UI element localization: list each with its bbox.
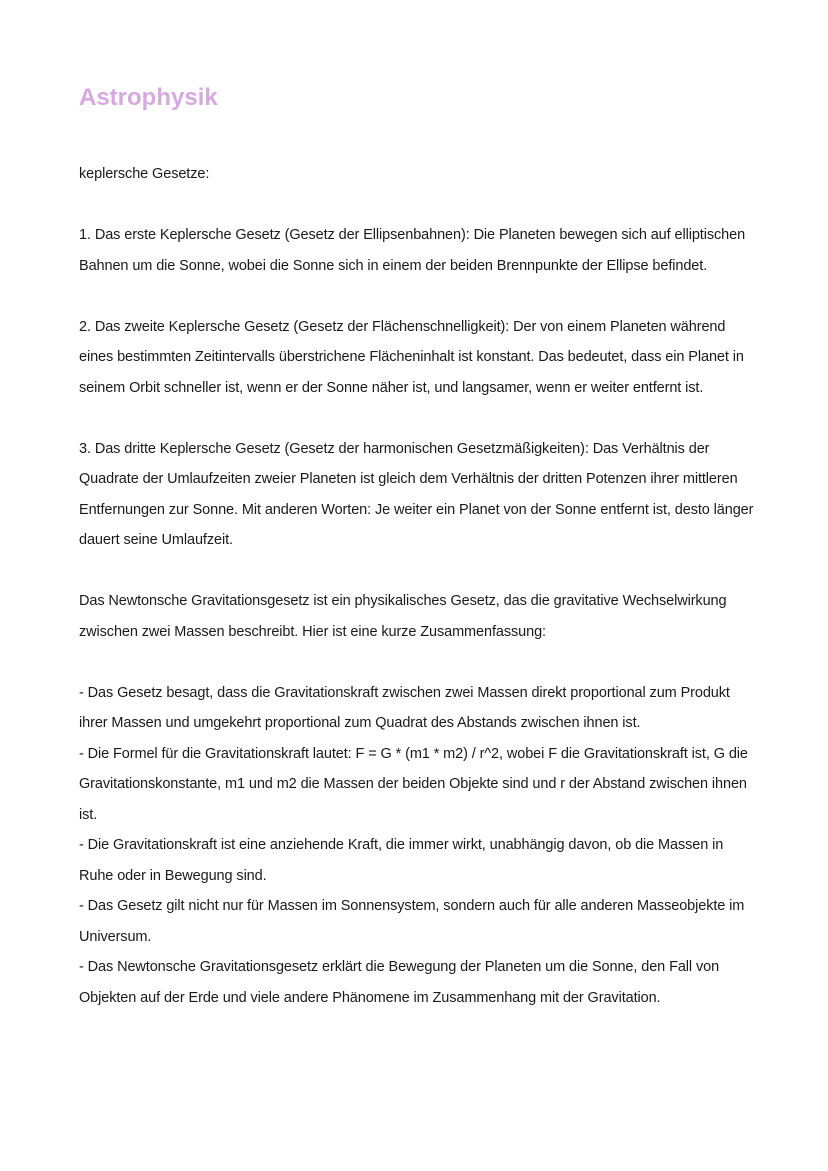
intro-paragraph: keplersche Gesetze: <box>79 166 210 182</box>
newton-bullet-3: - Die Gravitationskraft ist eine anziehende Kraft, die immer wirkt, unabhängig davon, ob die Massen in Ruhe oder in Bewegung sind. <box>79 837 724 884</box>
newton-bullet-4: - Das Gesetz gilt nicht nur für Massen im Sonnensystem, sondern auch für alle anderen Masseobjekte im Universum. <box>79 898 745 945</box>
paragraph-gap <box>79 403 759 434</box>
kepler-law-1: 1. Das erste Keplersche Gesetz (Gesetz der Ellipsenbahnen): Die Planeten bewegen sich auf elliptischen Bahnen um die Sonne, wobei die Sonne sich in einem der beiden Brennpunkte der Ellipse befindet. <box>79 227 746 274</box>
newton-bullet-1: - Das Gesetz besagt, dass die Gravitationskraft zwischen zwei Massen direkt proportional zum Produkt ihrer Massen und umgekehrt proportional zum Quadrat des Abstands zwischen ihnen ist. <box>79 684 730 731</box>
kepler-law-3: 3. Das dritte Keplersche Gesetz (Gesetz der harmonischen Gesetzmäßigkeiten): Das Verhältnis der Quadrate der Umlaufzeiten zweier Planeten ist gleich dem Verhältnis der dritten Potenzen ihrer mittleren Entfernungen zur Sonne. Mit anderen Worten: Je weiter ein Planet von der Sonne entfernt ist, desto länger dauert seine Umlaufzeit. <box>79 440 754 548</box>
document-title: Astrophysik <box>79 84 218 111</box>
paragraph-gap <box>79 281 759 312</box>
kepler-law-2: 2. Das zweite Keplersche Gesetz (Gesetz der Flächenschnelligkeit): Der von einem Planeten während eines bestimmten Zeitintervalls überstrichene Flächeninhalt ist konstant. Das bedeutet, dass ein Planet in seinem Orbit schneller ist, wenn er der Sonne näher ist, und langsamer, wenn er weiter entfernt ist. <box>79 318 744 396</box>
paragraph-gap <box>79 190 759 221</box>
newton-bullet-5: - Das Newtonsche Gravitationsgesetz erklärt die Bewegung der Planeten um die Sonne, den Fall von Objekten auf der Erde und viele andere Phänomene im Zusammenhang mit der Gravitation. <box>79 959 720 1006</box>
paragraph-gap <box>79 647 759 678</box>
paragraph-gap <box>79 556 759 587</box>
document-body <box>79 159 759 1013</box>
newton-bullet-2: - Die Formel für die Gravitationskraft lautet: F = G * (m1 * m2) / r^2, wobei F die Gravitationskraft ist, G die Gravitationskonstante, m1 und m2 die Massen der beiden Objekte sind und r der Abstand zwischen ihnen ist. <box>79 745 748 823</box>
newton-intro-paragraph: Das Newtonsche Gravitationsgesetz ist ein physikalisches Gesetz, das die gravitative Wechselwirkung zwischen zwei Massen beschreibt. Hier ist eine kurze Zusammenfassung: <box>79 593 727 640</box>
